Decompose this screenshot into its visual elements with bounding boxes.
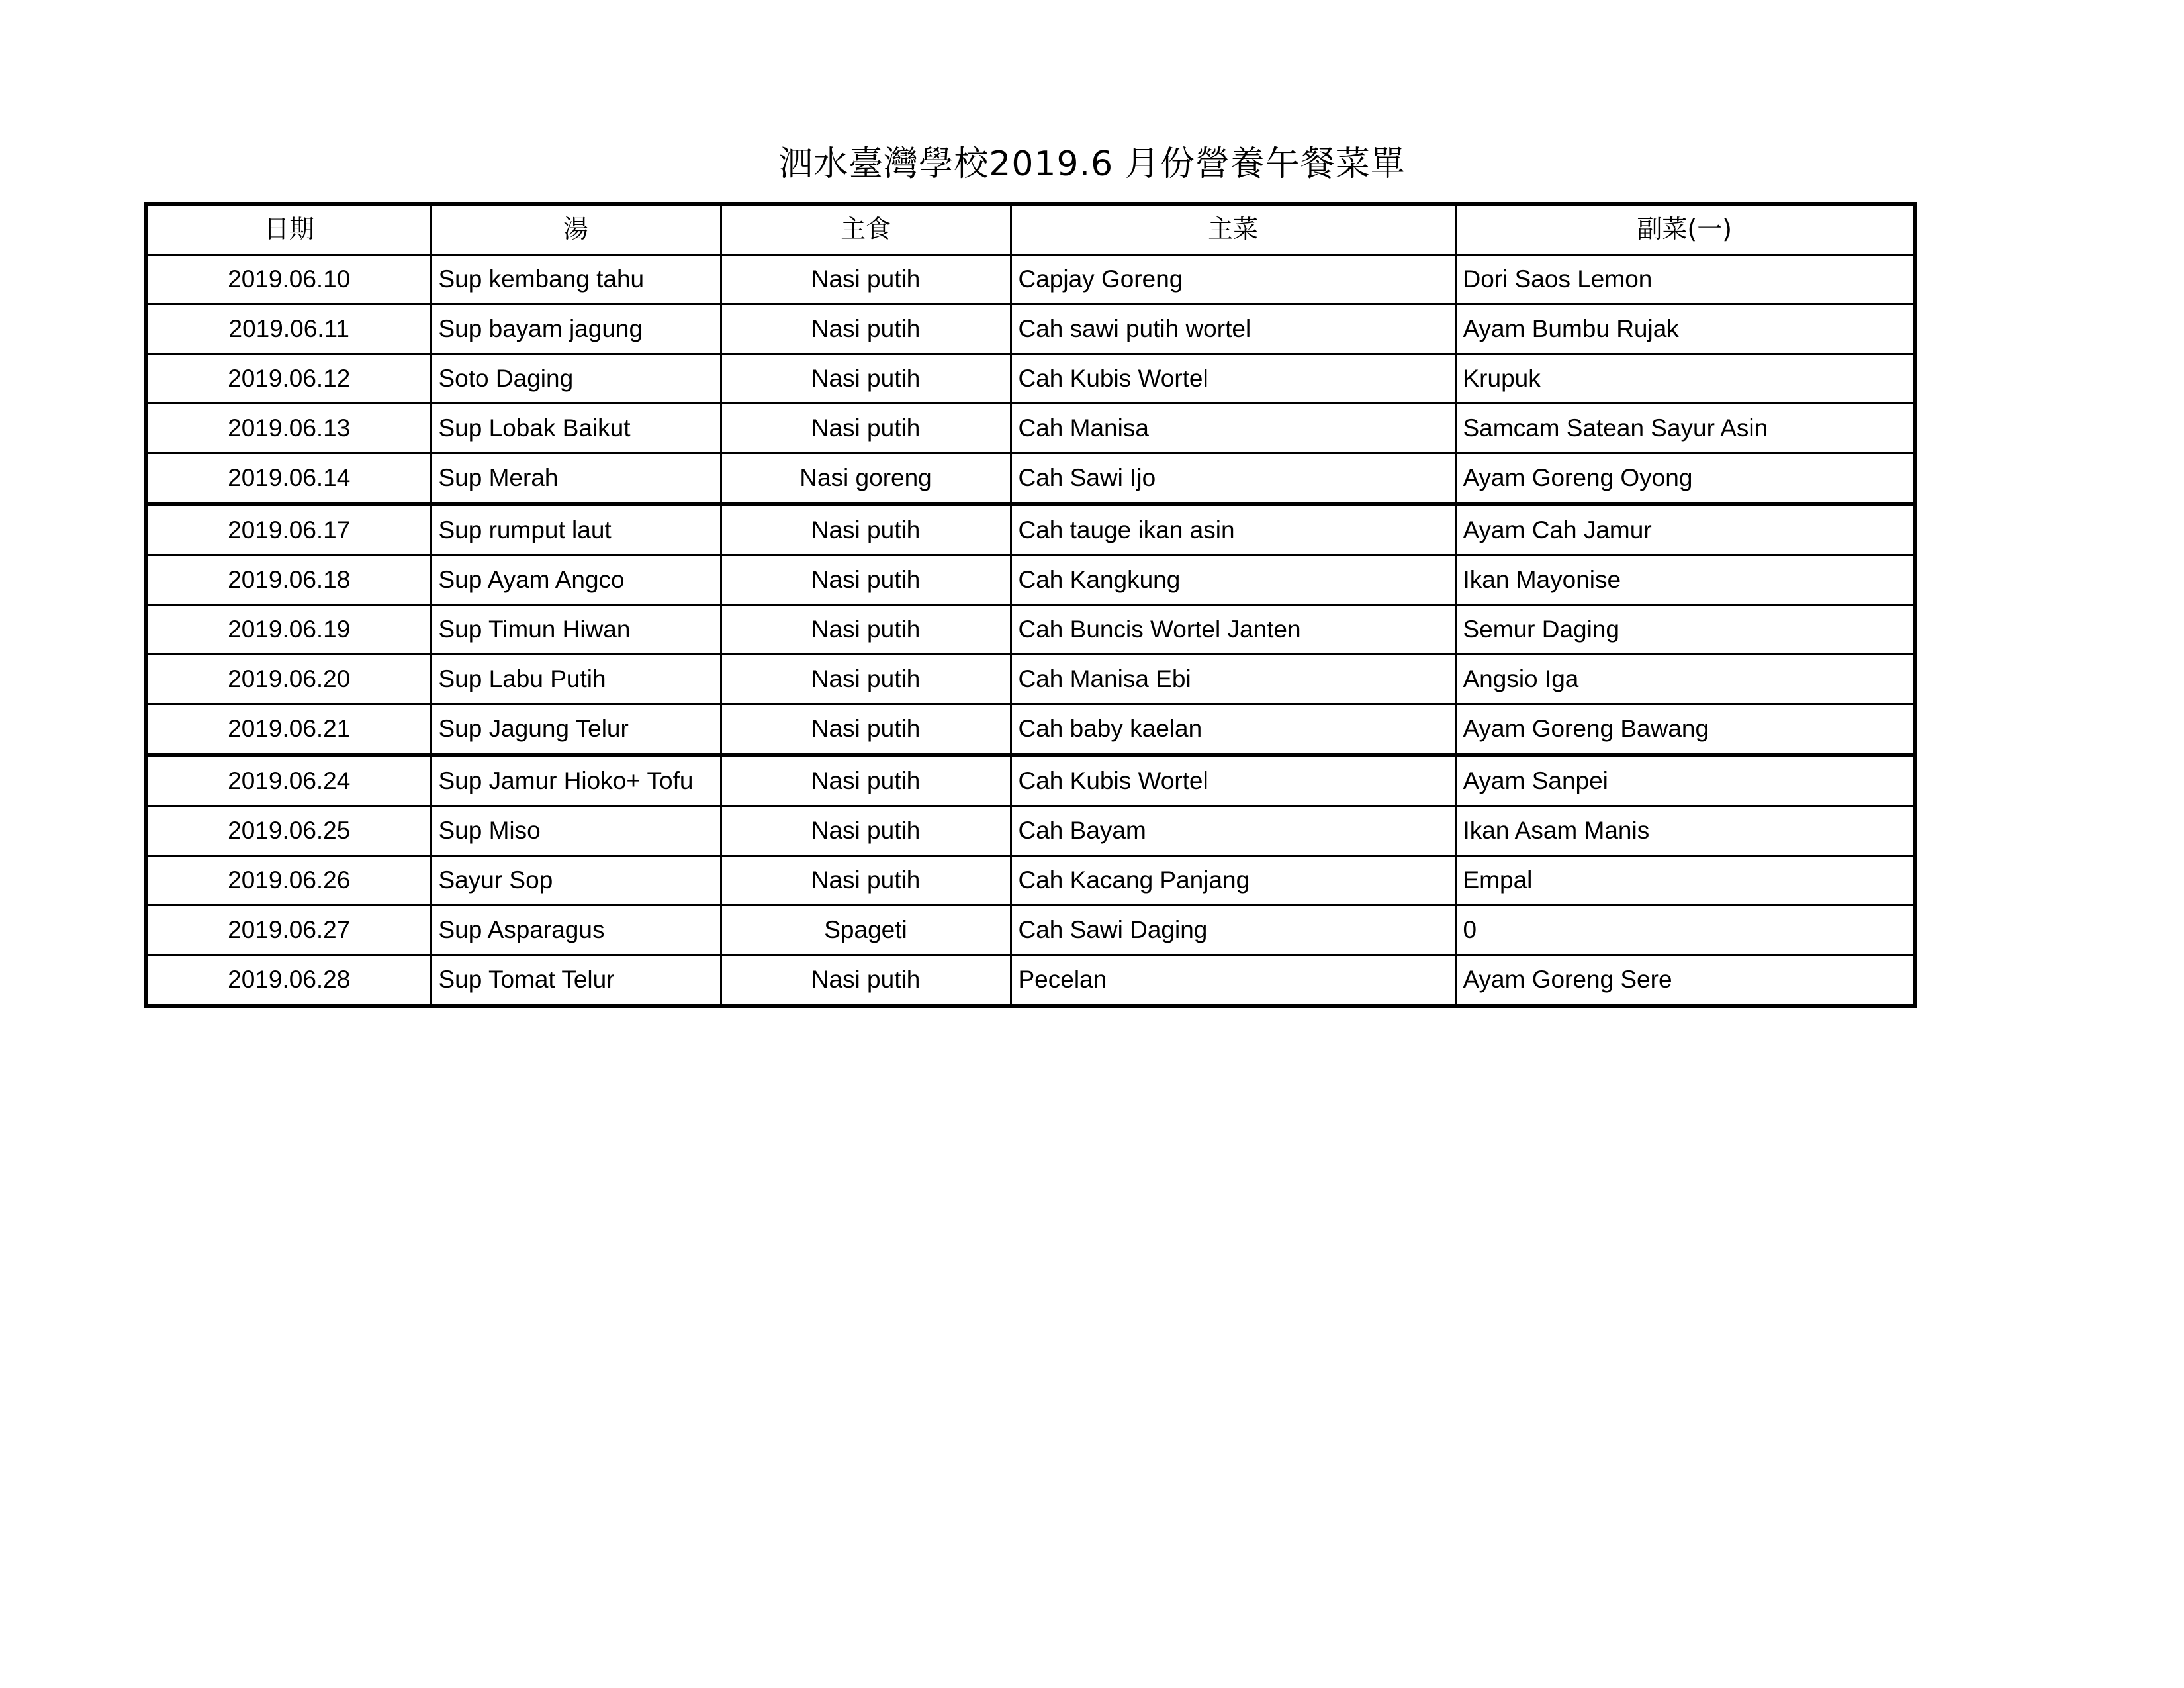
cell-staple: Nasi putih bbox=[721, 555, 1011, 605]
cell-staple: Nasi putih bbox=[721, 605, 1011, 655]
cell-main-dish: Cah Kubis Wortel bbox=[1011, 755, 1455, 806]
cell-main-dish: Cah Sawi Daging bbox=[1011, 906, 1455, 955]
cell-date: 2019.06.11 bbox=[146, 305, 431, 354]
table-row bbox=[146, 906, 1915, 955]
cell-main-dish: Cah Manisa Ebi bbox=[1011, 655, 1455, 704]
table-row bbox=[146, 453, 1915, 504]
cell-soup: Sup rumput laut bbox=[431, 504, 721, 555]
table-row bbox=[146, 305, 1915, 354]
cell-staple: Nasi putih bbox=[721, 856, 1011, 906]
cell-staple: Nasi putih bbox=[721, 354, 1011, 404]
table-header-row bbox=[146, 204, 1915, 255]
cell-date: 2019.06.12 bbox=[146, 354, 431, 404]
cell-main-dish: Cah sawi putih wortel bbox=[1011, 305, 1455, 354]
column-header-side-dish: 副菜(一) bbox=[1455, 204, 1915, 255]
table-row bbox=[146, 605, 1915, 655]
table-row bbox=[146, 704, 1915, 755]
cell-staple: Nasi putih bbox=[721, 305, 1011, 354]
cell-side-dish: Ikan Asam Manis bbox=[1455, 806, 1915, 856]
cell-soup: Sup Merah bbox=[431, 453, 721, 504]
cell-staple: Spageti bbox=[721, 906, 1011, 955]
cell-main-dish: Capjay Goreng bbox=[1011, 255, 1455, 305]
cell-soup: Sup bayam jagung bbox=[431, 305, 721, 354]
table-row bbox=[146, 856, 1915, 906]
cell-staple: Nasi putih bbox=[721, 955, 1011, 1006]
table-row bbox=[146, 555, 1915, 605]
cell-soup: Sup Miso bbox=[431, 806, 721, 856]
cell-date: 2019.06.17 bbox=[146, 504, 431, 555]
menu-table-container bbox=[144, 202, 1913, 1008]
cell-date: 2019.06.20 bbox=[146, 655, 431, 704]
cell-staple: Nasi goreng bbox=[721, 453, 1011, 504]
cell-main-dish: Pecelan bbox=[1011, 955, 1455, 1006]
cell-soup: Sup Jagung Telur bbox=[431, 704, 721, 755]
cell-staple: Nasi putih bbox=[721, 655, 1011, 704]
cell-date: 2019.06.26 bbox=[146, 856, 431, 906]
cell-soup: Sup Asparagus bbox=[431, 906, 721, 955]
page-title: 泗水臺灣學校2019.6 月份營養午餐菜單 bbox=[778, 144, 1406, 184]
table-row bbox=[146, 806, 1915, 856]
cell-side-dish: Ayam Cah Jamur bbox=[1455, 504, 1915, 555]
cell-date: 2019.06.19 bbox=[146, 605, 431, 655]
cell-side-dish: Dori Saos Lemon bbox=[1455, 255, 1915, 305]
cell-staple: Nasi putih bbox=[721, 704, 1011, 755]
cell-staple: Nasi putih bbox=[721, 255, 1011, 305]
cell-date: 2019.06.10 bbox=[146, 255, 431, 305]
cell-soup: Sup Tomat Telur bbox=[431, 955, 721, 1006]
cell-date: 2019.06.21 bbox=[146, 704, 431, 755]
table-row bbox=[146, 504, 1915, 555]
cell-staple: Nasi putih bbox=[721, 806, 1011, 856]
column-header-soup: 湯 bbox=[431, 204, 721, 255]
cell-main-dish: Cah baby kaelan bbox=[1011, 704, 1455, 755]
cell-side-dish: Krupuk bbox=[1455, 354, 1915, 404]
cell-side-dish: Angsio Iga bbox=[1455, 655, 1915, 704]
table-body bbox=[146, 255, 1915, 1006]
cell-side-dish: Ikan Mayonise bbox=[1455, 555, 1915, 605]
column-header-staple: 主食 bbox=[721, 204, 1011, 255]
cell-date: 2019.06.14 bbox=[146, 453, 431, 504]
cell-main-dish: Cah Buncis Wortel Janten bbox=[1011, 605, 1455, 655]
cell-side-dish: Ayam Goreng Sere bbox=[1455, 955, 1915, 1006]
cell-main-dish: Cah Manisa bbox=[1011, 404, 1455, 453]
lunch-menu-table bbox=[144, 202, 1917, 1008]
cell-soup: Sup Ayam Angco bbox=[431, 555, 721, 605]
cell-side-dish: Empal bbox=[1455, 856, 1915, 906]
cell-main-dish: Cah Kacang Panjang bbox=[1011, 856, 1455, 906]
table-header bbox=[146, 204, 1915, 255]
cell-soup: Sup Labu Putih bbox=[431, 655, 721, 704]
column-header-date: 日期 bbox=[146, 204, 431, 255]
cell-side-dish: Ayam Goreng Bawang bbox=[1455, 704, 1915, 755]
cell-soup: Sup Timun Hiwan bbox=[431, 605, 721, 655]
table-row bbox=[146, 354, 1915, 404]
cell-date: 2019.06.25 bbox=[146, 806, 431, 856]
cell-date: 2019.06.24 bbox=[146, 755, 431, 806]
cell-soup: Sayur Sop bbox=[431, 856, 721, 906]
cell-main-dish: Cah Kubis Wortel bbox=[1011, 354, 1455, 404]
cell-staple: Nasi putih bbox=[721, 404, 1011, 453]
table-row bbox=[146, 255, 1915, 305]
cell-main-dish: Cah Sawi Ijo bbox=[1011, 453, 1455, 504]
cell-soup: Sup kembang tahu bbox=[431, 255, 721, 305]
cell-soup: Soto Daging bbox=[431, 354, 721, 404]
cell-side-dish: Ayam Goreng Oyong bbox=[1455, 453, 1915, 504]
cell-staple: Nasi putih bbox=[721, 755, 1011, 806]
cell-side-dish: Ayam Sanpei bbox=[1455, 755, 1915, 806]
table-row bbox=[146, 404, 1915, 453]
cell-main-dish: Cah tauge ikan asin bbox=[1011, 504, 1455, 555]
cell-main-dish: Cah Kangkung bbox=[1011, 555, 1455, 605]
cell-date: 2019.06.27 bbox=[146, 906, 431, 955]
cell-soup: Sup Jamur Hioko+ Tofu bbox=[431, 755, 721, 806]
table-row bbox=[146, 755, 1915, 806]
cell-side-dish: Semur Daging bbox=[1455, 605, 1915, 655]
column-header-main-dish: 主菜 bbox=[1011, 204, 1455, 255]
cell-staple: Nasi putih bbox=[721, 504, 1011, 555]
cell-side-dish: Samcam Satean Sayur Asin bbox=[1455, 404, 1915, 453]
cell-main-dish: Cah Bayam bbox=[1011, 806, 1455, 856]
cell-date: 2019.06.13 bbox=[146, 404, 431, 453]
cell-side-dish: Ayam Bumbu Rujak bbox=[1455, 305, 1915, 354]
cell-date: 2019.06.18 bbox=[146, 555, 431, 605]
cell-date: 2019.06.28 bbox=[146, 955, 431, 1006]
cell-soup: Sup Lobak Baikut bbox=[431, 404, 721, 453]
table-row bbox=[146, 955, 1915, 1006]
cell-side-dish: 0 bbox=[1455, 906, 1915, 955]
table-row bbox=[146, 655, 1915, 704]
